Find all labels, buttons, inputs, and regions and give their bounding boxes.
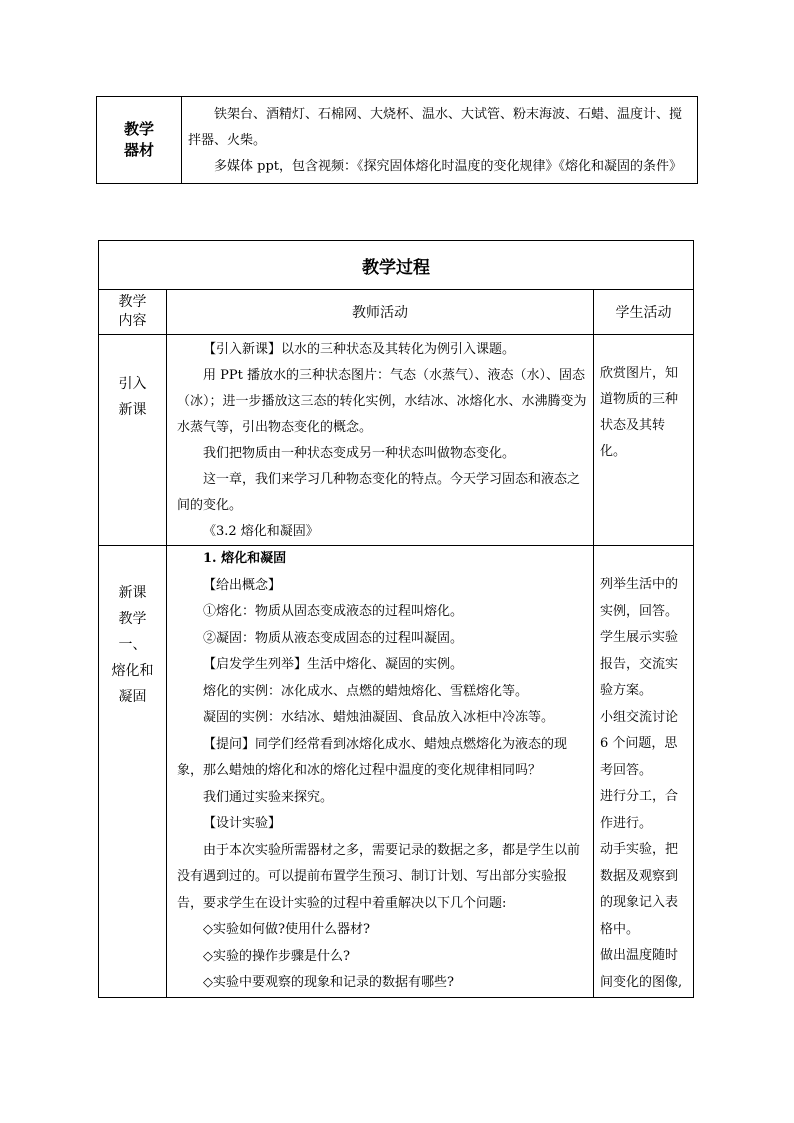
lesson1-row [99, 546, 694, 998]
lesson1-student-p6: 做出温度随时间变化的图像, [600, 948, 683, 990]
materials-table [96, 96, 698, 184]
materials-equipment: 铁架台、酒精灯、石棉网、大烧杯、温水、大试管、粉末海波、石蜡、温度计、搅拌器、火柴。 [188, 107, 683, 148]
intro-row [99, 335, 694, 546]
lesson1-student-p5: 动手实验，把数据及观察到的现象记入表格中。 [600, 842, 679, 937]
process-title: 教学过程 [99, 241, 694, 290]
col-student-header: 学生活动 [594, 290, 694, 335]
col-content-header-line1: 教学 [118, 294, 147, 310]
lesson1-teacher-p7: 凝固的实例：水结冰、蜡烛油凝固、食品放入冰柜中冷冻等。 [203, 710, 555, 725]
intro-label [99, 335, 167, 546]
lesson1-heading: 1. 熔化和凝固 [203, 551, 287, 566]
materials-label [97, 97, 182, 184]
lesson1-teacher-p5: 【启发学生列举】生活中熔化、凝固的实例。 [203, 657, 464, 672]
materials-label-line1: 教学 [123, 120, 154, 138]
lesson1-student [594, 546, 694, 998]
materials-label-line2: 器材 [123, 141, 154, 159]
intro-teacher-p5: 《3.2 熔化和凝固》 [203, 524, 319, 539]
lesson1-teacher-p2: 【给出概念】 [203, 577, 282, 593]
lesson1-student-p2: 学生展示实验报告，交流实验方案。 [600, 630, 679, 698]
lesson1-teacher [167, 546, 594, 998]
lesson1-student-p3: 小组交流讨论 6 个问题，思考回答。 [600, 709, 679, 778]
materials-content [182, 97, 698, 184]
materials-multimedia: 多媒体 ppt，包含视频：《探究固体熔化时温度的变化规律》《熔化和凝固的条件》 [214, 159, 683, 174]
lesson1-label-line2: 教学 [118, 611, 147, 627]
lesson1-teacher-p3: ①熔化：物质从固态变成液态的过程叫熔化。 [203, 604, 464, 619]
lesson1-label-line5: 凝固 [118, 689, 147, 705]
intro-teacher-p3: 我们把物质由一种状态变成另一种状态叫做物态变化。 [203, 446, 516, 461]
lesson1-student-p1: 列举生活中的实例，回答。 [600, 577, 679, 619]
lesson1-teacher-p4: ②凝固：物质从液态变成固态的过程叫凝固。 [203, 630, 464, 646]
lesson1-teacher-p14: ◇实验中要观察的现象和记录的数据有哪些? [203, 975, 454, 990]
intro-teacher-p4: 这一章，我们来学习几种物态变化的特点。今天学习固态和液态之间的变化。 [177, 472, 581, 513]
lesson1-teacher-p11: 由于本次实验所需器材之多，需要记录的数据之多，都是学生以前没有遇到过的。可以提前布置学生预习、制订计划、写出部分实验报告，要求学生在设计实验的过程中着重解决以下几个问题: [177, 842, 581, 911]
lesson1-teacher-p9: 我们通过实验来探究。 [203, 789, 334, 805]
lesson1-teacher-p6: 熔化的实例：冰化成水、点燃的蜡烛熔化、雪糕熔化等。 [203, 683, 529, 699]
intro-teacher-p1: 【引入新课】以水的三种状态及其转化为例引入课题。 [203, 342, 516, 357]
lesson1-teacher-p12: ◇实验如何做?使用什么器材? [203, 922, 370, 937]
lesson1-label-line3: 一、 [118, 637, 147, 653]
col-content-header-line2: 内容 [118, 313, 147, 329]
lesson1-teacher-p13: ◇实验的操作步骤是什么? [203, 948, 350, 964]
lesson1-label [99, 546, 167, 998]
intro-label-line1: 引入 [118, 376, 147, 392]
col-teacher-header: 教师活动 [167, 290, 594, 335]
intro-teacher-p2: 用 PPt 播放水的三种状态图片：气态（水蒸气）、液态（水）、固态（冰）；进一步播放这三态的转化实例，水结冰、冰熔化水、水沸腾变为水蒸气等，引出物态变化的概念。 [177, 368, 587, 435]
process-table [98, 240, 694, 998]
intro-teacher [167, 335, 594, 546]
lesson1-student-p4: 进行分工，合作进行。 [600, 789, 679, 831]
intro-label-line2: 新课 [118, 402, 147, 418]
lesson1-label-line4: 熔化和 [111, 663, 154, 679]
lesson1-label-line1: 新课 [118, 585, 147, 601]
intro-student: 欣赏图片，知道物质的三种状态及其转化。 [594, 335, 694, 546]
col-content-header [99, 290, 167, 335]
lesson1-teacher-p8: 【提问】同学们经常看到冰熔化成水、蜡烛点燃熔化为液态的现象，那么蜡烛的熔化和冰的熔化过程中温度的变化规律相同吗？ [177, 736, 568, 778]
lesson1-teacher-p10: 【设计实验】 [203, 816, 282, 831]
